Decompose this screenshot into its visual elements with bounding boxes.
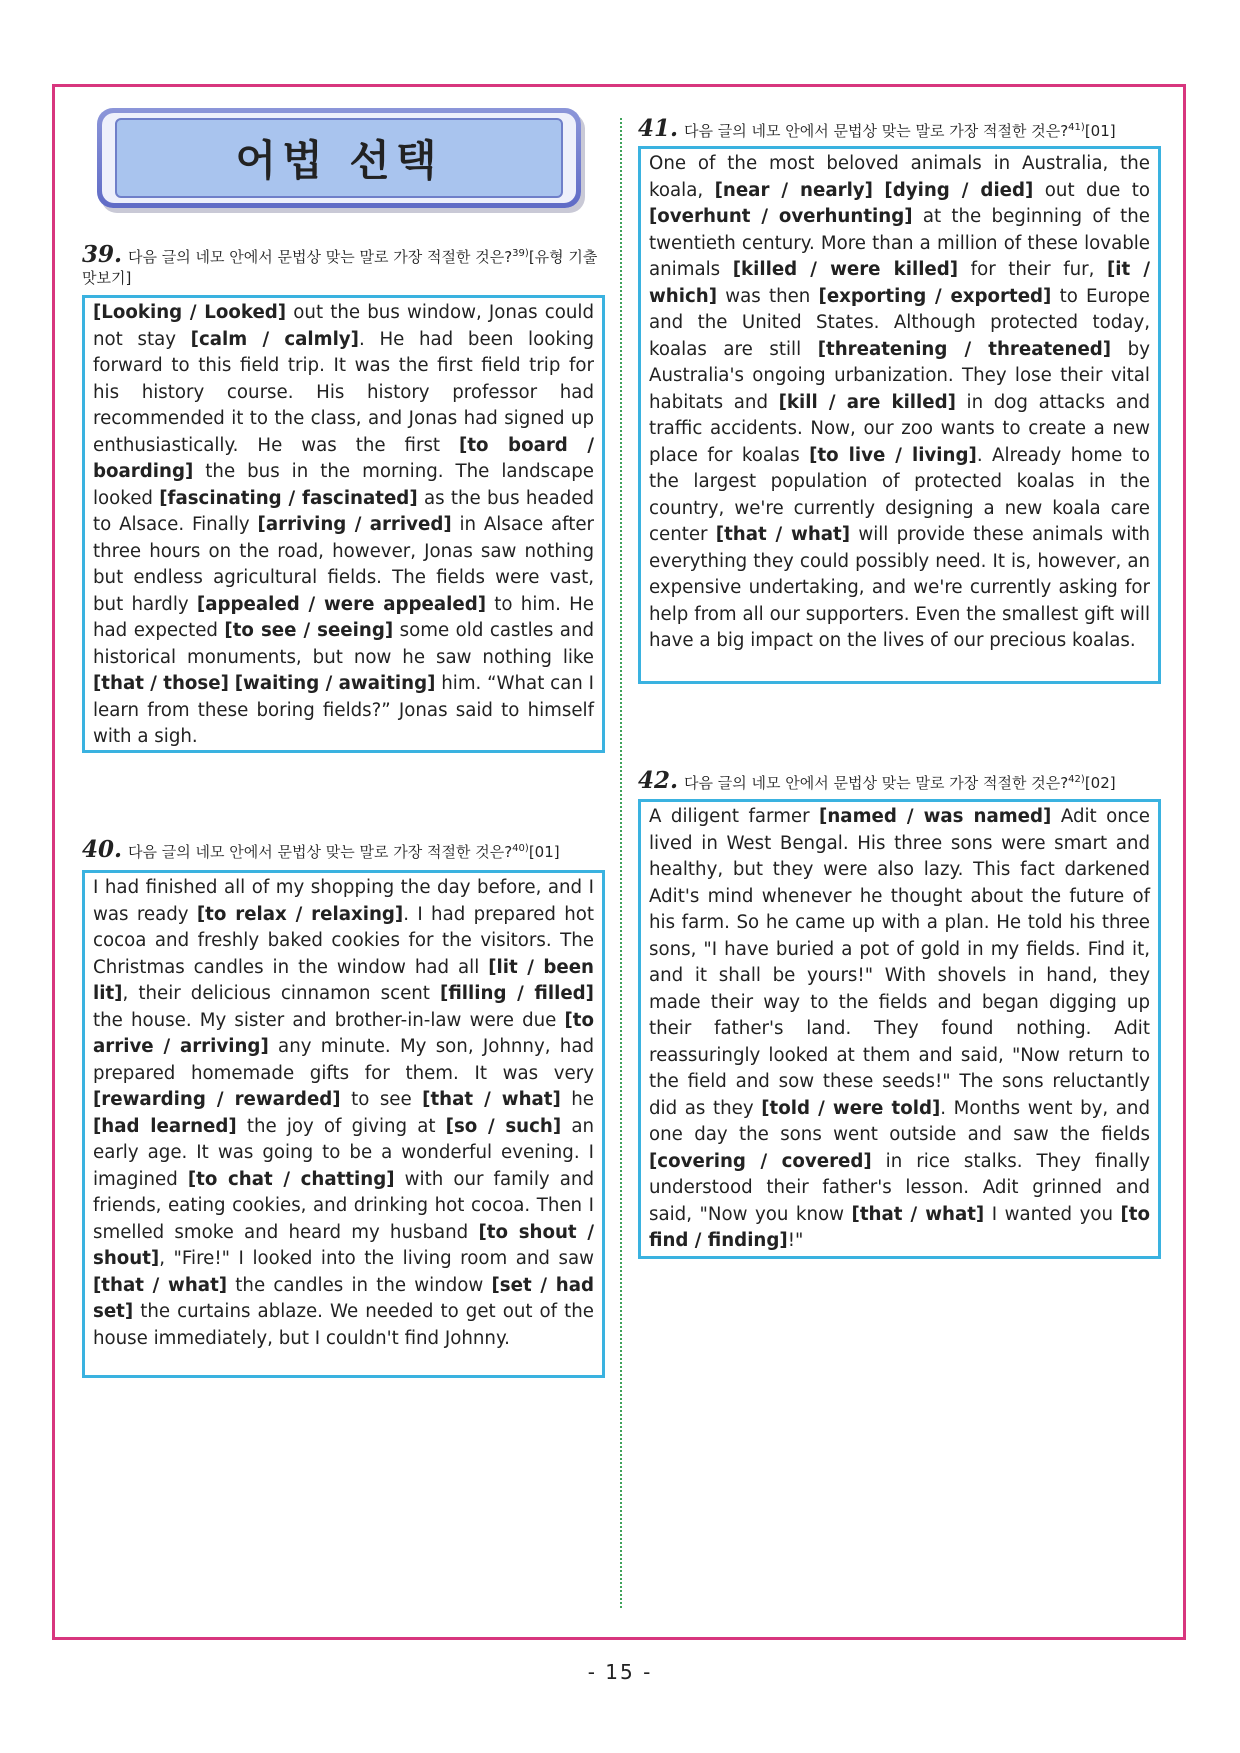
passage-text: , "Fire!" I looked into the living room and saw <box>159 1248 594 1269</box>
question-ref: 39) <box>512 248 529 259</box>
grammar-choice: [near / nearly] <box>714 179 873 201</box>
grammar-choice: [to find / finding] <box>649 1203 1151 1251</box>
passage-text: he <box>560 1089 594 1110</box>
question-number: 40. <box>82 836 123 863</box>
passage-text: in dog attacks and traffic accidents. Now, our zoo wants to create a new place for koalas <box>649 391 1150 466</box>
grammar-choice: [to shout / shout] <box>93 1221 595 1269</box>
grammar-choice: [to see / seeing] <box>224 620 394 641</box>
passage-text: . I had prepared hot cocoa and freshly baked cookies for the visitors. The Christmas candles in the window had all <box>93 903 595 978</box>
passage-text: to see <box>340 1089 423 1110</box>
passage-text: . Already home to the largest population of protected koalas in the country, we're currently designing a new koala care center <box>649 444 1150 545</box>
question-tag: [01] <box>1084 122 1116 140</box>
question-39-passage <box>82 295 605 753</box>
grammar-choice: [set / had set] <box>93 1274 595 1322</box>
page-title: 어법 선택 <box>235 136 443 185</box>
passage-text: to Europe and the United States. Although protected today, koalas are still <box>649 285 1150 360</box>
grammar-choice: [to chat / chatting] <box>187 1168 395 1190</box>
passage-text: the joy of giving at <box>236 1115 446 1137</box>
question-number: 39. <box>82 241 123 268</box>
passage-text: !" <box>787 1230 804 1251</box>
passage-text: in rice stalks. They finally understood their father's lesson. Adit grinned and said, "Now you know <box>649 1150 1150 1225</box>
grammar-choice: [covering / covered] <box>649 1150 872 1172</box>
passage-text: . Months went by, and one day the sons went outside and saw the fields <box>649 1097 1151 1145</box>
grammar-choice: [killed / were killed] <box>732 259 959 280</box>
grammar-choice: [to board / boarding] <box>93 434 594 482</box>
passage-text: I wanted you <box>984 1203 1121 1225</box>
grammar-choice: [exporting / exported] <box>818 285 1052 307</box>
grammar-choice: [it / which] <box>649 259 1151 307</box>
grammar-choice: [Looking / Looked] <box>93 302 287 323</box>
passage-text: out due to <box>1033 179 1150 201</box>
page-number: - 15 - <box>587 1660 653 1684</box>
column-divider <box>620 118 622 1608</box>
passage-text: some old castles and historical monuments, but now he saw nothing like <box>93 620 595 668</box>
question-ref: 40) <box>512 843 529 854</box>
passage-text: him. “What can I learn from these boring fields?” Jonas said to himself with a sigh. <box>93 673 594 747</box>
grammar-choice: [had learned] <box>93 1115 237 1137</box>
passage-text: the candles in the window <box>227 1274 492 1296</box>
grammar-choice: [that / what] <box>93 1274 228 1296</box>
grammar-choice: [named / was named] <box>819 806 1052 827</box>
passage-text: in Alsace after three hours on the road, however, Jonas saw nothing but endless agricultural fields. The fields were vast, but hardly <box>93 514 595 615</box>
question-42-header <box>638 769 1158 794</box>
question-39-header <box>82 243 602 289</box>
passage-text: any minute. My son, Johnny, had prepared homemade gifts for them. It was very <box>93 1036 595 1084</box>
question-prompt: 다음 글의 네모 안에서 문법상 맞는 말로 가장 적절한 것은? <box>684 774 1069 792</box>
passage-text: the bus in the morning. The landscape looked <box>93 461 594 509</box>
passage-text <box>873 180 884 201</box>
passage-text: Adit once lived in West Bengal. His three sons were smart and healthy, but they were also lazy. This fact darkened Adit's mind whenever he thought about the future of his farm. So he came up with a plan. He told his three sons, "I have buried a pot of gold in my fields. Find it, and it shall be yours!" With shovels in hand, they made their way to the fields and began digging up their father's land. They found nothing. Adit reassuringly looked at them and said, "Now return to the field and sow these seeds!" The sons reluctantly did as they <box>649 806 1150 1119</box>
grammar-choice: [rewarding / rewarded] <box>93 1089 341 1110</box>
question-42-passage <box>638 799 1161 1259</box>
grammar-choice: [told / were told] <box>761 1097 941 1119</box>
title-banner-inner <box>115 118 563 198</box>
grammar-choice: [to relax / relaxing] <box>196 903 404 925</box>
passage-text: with our family and friends, eating cookies, and drinking hot cocoa. Then I smelled smoke and heard my husband <box>93 1168 594 1243</box>
grammar-choice: [waiting / awaiting] <box>234 673 436 694</box>
grammar-choice: [that / those] <box>93 673 229 694</box>
passage-text: . He had been looking forward to this field trip. It was the first field trip for his history course. His history professor had recommended it to the class, and Jonas had signed up enthusiastically. He was the first <box>93 328 594 456</box>
question-40-header <box>82 838 602 863</box>
passage-text: was then <box>717 285 819 307</box>
passage-text: the house. My sister and brother-in-law were due <box>93 1009 565 1031</box>
passage-text: will provide these animals with everything they could possibly need. It is, however, an expensive undertaking, and we're currently asking for help from all our supporters. Even the smallest gift will have a big impact on the lives of our precious koalas. <box>649 524 1150 651</box>
passage-text: the curtains ablaze. We needed to get out of the house immediately, but I couldn't find Johnny. <box>93 1301 594 1349</box>
grammar-choice: [calm / calmly] <box>190 328 359 350</box>
question-prompt: 다음 글의 네모 안에서 문법상 맞는 말로 가장 적절한 것은? <box>684 122 1069 140</box>
grammar-choice: [overhunt / overhunting] <box>649 206 913 227</box>
passage-text: One of the most beloved animals in Australia, the koala, <box>649 153 1150 201</box>
question-number: 42. <box>638 767 679 794</box>
question-tag: [01] <box>528 843 560 861</box>
title-banner <box>97 108 581 208</box>
question-41-header <box>638 117 1158 142</box>
grammar-choice: [appealed / were appealed] <box>196 593 487 615</box>
passage-text: for their fur, <box>958 259 1107 280</box>
question-prompt: 다음 글의 네모 안에서 문법상 맞는 말로 가장 적절한 것은? <box>128 248 513 266</box>
passage-text: to him. He had expected <box>93 593 594 641</box>
passage-text: as the bus headed to Alsace. Finally <box>93 487 594 535</box>
question-40-passage <box>82 870 605 1378</box>
grammar-choice: [that / what] <box>422 1089 561 1110</box>
grammar-choice: [to arrive / arriving] <box>93 1009 594 1057</box>
passage-text: out the bus window, Jonas could not stay <box>93 302 594 350</box>
grammar-choice: [lit / been lit] <box>93 956 595 1004</box>
grammar-choice: [threatening / threatened] <box>817 338 1112 360</box>
question-41-passage <box>638 146 1161 684</box>
question-ref: 41) <box>1068 122 1085 133</box>
question-tag: [유형 기출 맛보기] <box>82 248 598 287</box>
grammar-choice: [to live / living] <box>809 444 977 466</box>
grammar-choice: [that / what] <box>715 524 851 545</box>
grammar-choice: [so / such] <box>445 1115 562 1137</box>
passage-text: , their delicious cinnamon scent <box>122 983 441 1004</box>
grammar-choice: [dying / died] <box>884 179 1034 201</box>
grammar-choice: [kill / are killed] <box>778 391 956 413</box>
grammar-choice: [arriving / arrived] <box>257 514 452 535</box>
passage-text: I had finished all of my shopping the day before, and I was ready <box>93 877 594 925</box>
question-prompt: 다음 글의 네모 안에서 문법상 맞는 말로 가장 적절한 것은? <box>128 843 513 861</box>
grammar-choice: [filling / filled] <box>440 983 594 1004</box>
passage-text: at the beginning of the twentieth century. More than a million of these lovable animals <box>649 206 1151 280</box>
passage-text: A diligent farmer <box>649 806 820 827</box>
question-number: 41. <box>638 115 679 142</box>
question-tag: [02] <box>1084 774 1116 792</box>
grammar-choice: [that / what] <box>851 1203 985 1225</box>
passage-text: an early age. It was going to be a wonderful evening. I imagined <box>93 1115 594 1190</box>
passage-text: by Australia's ongoing urbanization. They lose their vital habitats and <box>649 338 1150 413</box>
question-ref: 42) <box>1068 774 1085 785</box>
grammar-choice: [fascinating / fascinated] <box>159 487 418 509</box>
